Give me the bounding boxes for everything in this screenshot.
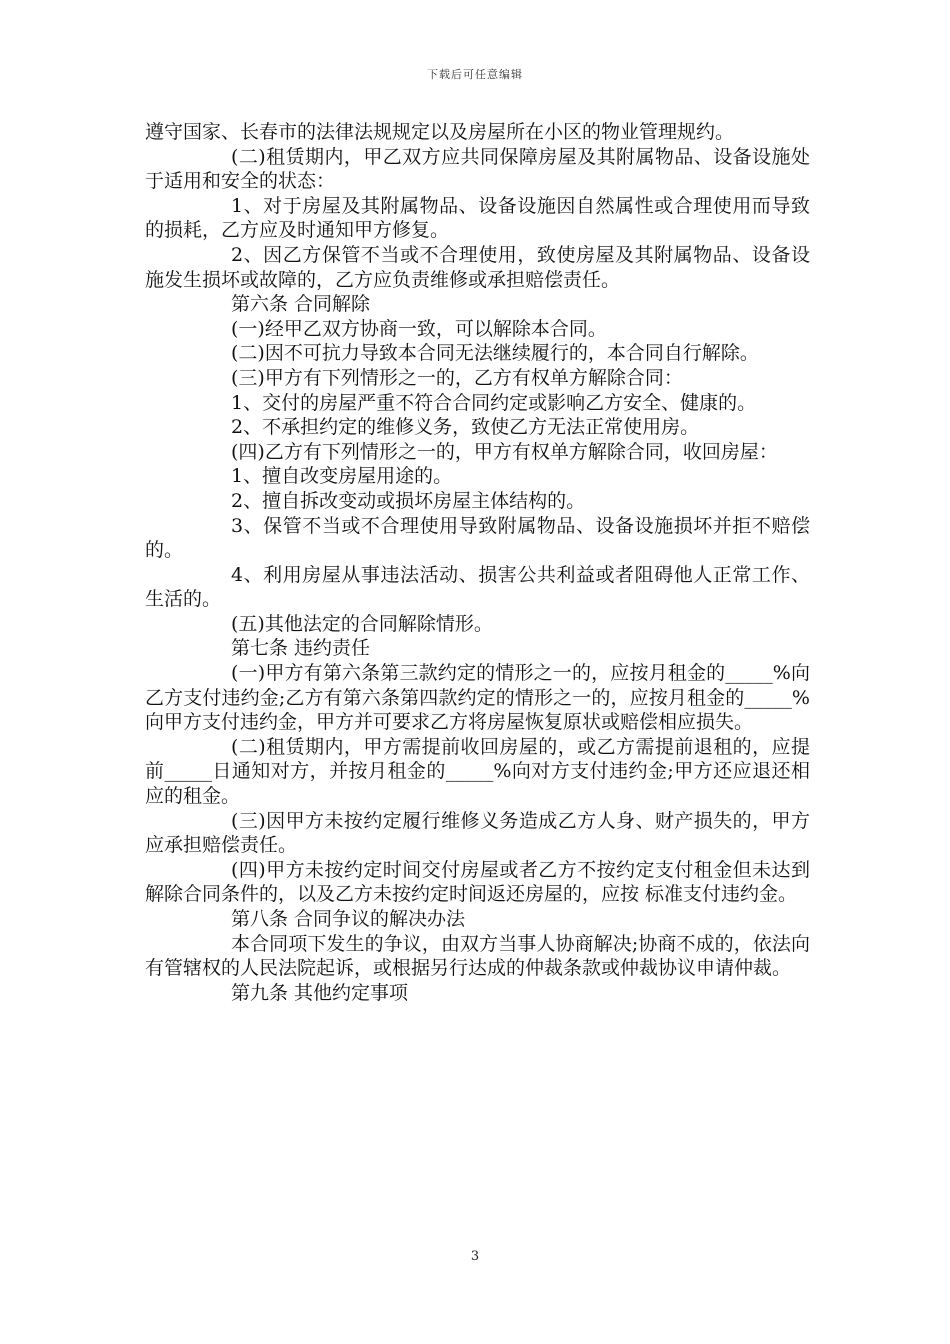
paragraph-clause-2: (二)租赁期内，甲乙双方应共同保障房屋及其附属物品、设备设施处于适用和安全的状态： [145,145,810,193]
paragraph-item-1: 1、对于房屋及其附属物品、设备设施因自然属性或合理使用而导致的损耗，乙方应及时通知甲方修复。 [145,194,810,242]
article-9-heading: 第九条 其他约定事项 [231,981,409,1004]
paragraph-art6-clause-3: (三)甲方有下列情形之一的，乙方有权单方解除合同： [231,366,683,389]
paragraph-art7-clause-2: (二)租赁期内，甲方需提前收回房屋的，或乙方需提前退租的，应提前_____日通知对方，并按月租金的_____%向对方支付违约金;甲方还应退还相应的租金。 [145,735,810,808]
paragraph-art6-clause-2: (二)因不可抗力导致本合同无法继续履行的，本合同自行解除。 [231,342,759,365]
page-number: 3 [470,1249,480,1264]
paragraph-art7-clause-1: (一)甲方有第六条第三款约定的情形之一的，应按月租金的_____%向乙方支付违约金;乙方有第六条第四款约定的情形之一的，应按月租金的_____%向甲方支付违约金，甲方并可要求乙方将房屋恢复原状或赔偿相应损失。 [145,662,810,734]
paragraph-continued-regulations: 遵守国家、长春市的法律法规规定以及房屋所在小区的物业管理规约。 [145,121,735,143]
paragraph-art6-clause-4-item-3: 3、保管不当或不合理使用导致附属物品、设备设施损坏并拒不赔偿的。 [145,514,810,562]
paragraph-art6-clause-4-item-1: 1、擅自改变房屋用途的。 [231,465,453,488]
article-6-heading: 第六条 合同解除 [231,293,371,316]
paragraph-art6-clause-4: (四)乙方有下列情形之一的，甲方有权单方解除合同，收回房屋： [231,440,778,463]
paragraph-art6-clause-4-item-2: 2、擅自拆改变动或损坏房屋主体结构的。 [231,489,586,512]
paragraph-art7-clause-3: (三)因甲方未按约定履行维修义务造成乙方人身、财产损失的，甲方应承担赔偿责任。 [145,809,810,857]
paragraph-art7-clause-4: (四)甲方未按约定时间交付房屋或者乙方不按约定支付租金但未达到解除合同条件的，以及乙方未按约定时间返还房屋的，应按 标准支付违约金。 [145,858,810,906]
contract-body [145,120,810,1005]
paragraph-art6-clause-5: (五)其他法定的合同解除情形。 [231,612,493,635]
download-edit-note: 下载后可任意编辑 [427,68,523,81]
article-8-heading: 第八条 合同争议的解决办法 [231,908,466,930]
article-7-heading: 第七条 违约责任 [231,637,371,660]
paragraph-item-2: 2、因乙方保管不当或不合理使用，致使房屋及其附属物品、设备设施发生损坏或故障的，乙方应负责维修或承担赔偿责任。 [145,243,810,291]
paragraph-art6-clause-4-item-4: 4、利用房屋从事违法活动、损害公共利益或者阻碍他人正常工作、生活的。 [145,563,810,611]
paragraph-art6-clause-1: (一)经甲乙双方协商一致，可以解除本合同。 [231,317,607,340]
paragraph-art6-clause-3-item-2: 2、不承担约定的维修义务，致使乙方无法正常使用房。 [231,416,700,439]
paragraph-art8-body: 本合同项下发生的争议，由双方当事人协商解决;协商不成的，依法向有管辖权的人民法院起诉，或根据另行达成的仲裁条款或仲裁协议申请仲裁。 [145,932,810,980]
paragraph-art6-clause-3-item-1: 1、交付的房屋严重不符合合同约定或影响乙方安全、健康的。 [231,391,757,414]
